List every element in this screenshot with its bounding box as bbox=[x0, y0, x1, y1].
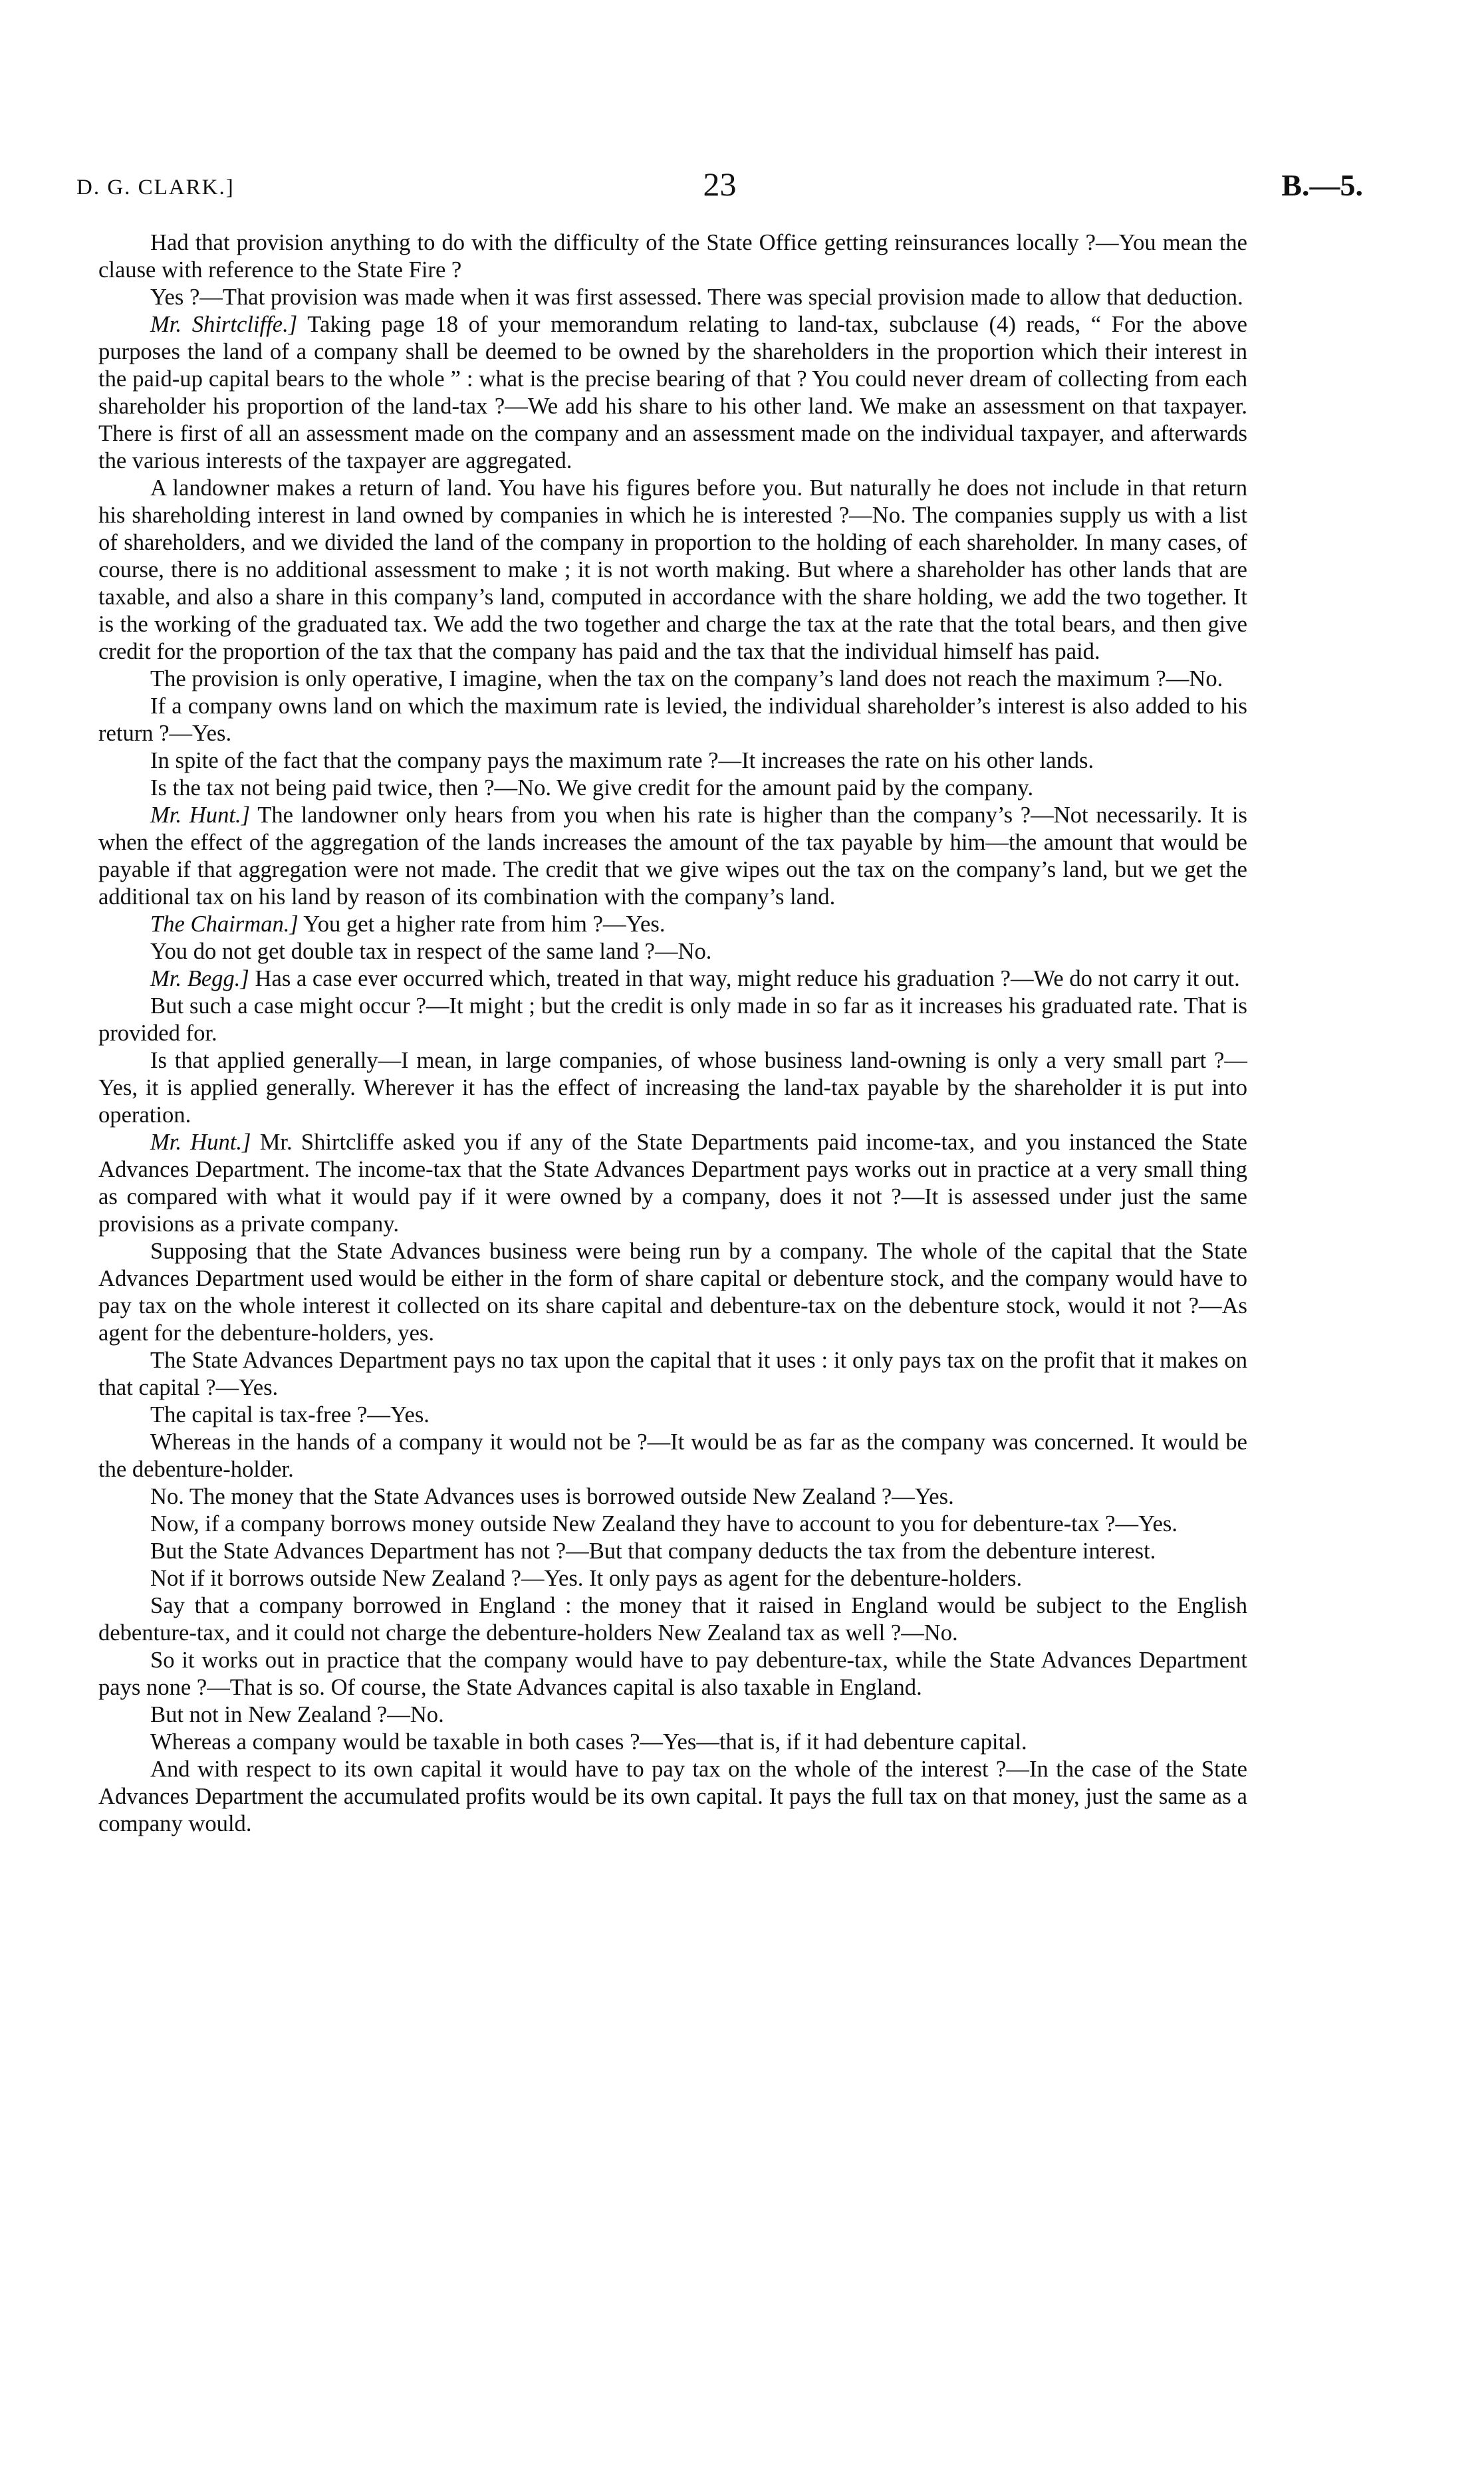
paragraph bbox=[98, 1756, 1247, 1838]
paragraph-text: Now, if a company borrows money outside New Zealand they have to account to you for debenture-tax ?—Yes. bbox=[150, 1511, 1178, 1537]
paragraph-text: The landowner only hears from you when his rate is higher than the company’s ?—Not necessarily. It is when the effect of the aggregation of the lands increases the amount of the tax payable by him—the amount that would be payable if that aggregation were not made. The credit that we give wipes out the tax on the company’s land, but we get the additional tax on his land by reason of its combination with the company’s land. bbox=[98, 802, 1247, 910]
paragraph-text: Has a case ever occurred which, treated in that way, might reduce his graduation ?—We do not carry it out. bbox=[249, 966, 1240, 991]
paragraph bbox=[98, 1592, 1247, 1647]
paragraph bbox=[98, 284, 1247, 311]
paragraph bbox=[98, 747, 1247, 775]
paragraph-text: But the State Advances Department has not ?—But that company deducts the tax from the debenture interest. bbox=[150, 1539, 1156, 1564]
paragraph-text: Taking page 18 of your memorandum relating to land-tax, subclause (4) reads, “ For the above purposes the land of a company shall be deemed to be owned by the shareholders in the proportion which their interest in the paid-up capital bears to the whole ” : what is the precise bearing of that ? You could never dream of collecting from each shareholder his proportion of the land-tax ?—We add his share to his other land. We make an assessment on that taxpayer. There is first of all an assessment made on the company and an assessment made on the individual taxpayer, and afterwards the various interests of the taxpayer are aggregated. bbox=[98, 312, 1247, 473]
paragraph bbox=[98, 775, 1247, 802]
paragraph-text: Supposing that the State Advances business were being run by a company. The whole of the capital that the State Advances Department used would be either in the form of share capital or debenture stock, and the company would have to pay tax on the whole interest it collected on its share capital and debenture-tax on the debenture stock, would it not ?—As agent for the debenture-holders, yes. bbox=[98, 1239, 1247, 1346]
document-reference: B.—5. bbox=[1281, 168, 1363, 202]
speaker-name: The Chairman.] bbox=[150, 912, 299, 937]
paragraph bbox=[98, 938, 1247, 965]
paragraph bbox=[98, 693, 1247, 747]
paragraph-text: The capital is tax-free ?—Yes. bbox=[150, 1402, 430, 1427]
paragraph bbox=[98, 1701, 1247, 1729]
page-header bbox=[76, 165, 1363, 218]
paragraph-text: You get a higher rate from him ?—Yes. bbox=[298, 912, 666, 937]
paragraph-text: And with respect to its own capital it would have to pay tax on the whole of the interest ?—In the case of the State Advances Department the accumulated profits would be its own capital. It pays the full tax on that money, just the same as a company would. bbox=[98, 1757, 1247, 1836]
paragraph bbox=[98, 993, 1247, 1047]
paragraph bbox=[98, 1047, 1247, 1129]
paragraph-text: But not in New Zealand ?—No. bbox=[150, 1702, 444, 1727]
paragraph-text: You do not get double tax in respect of the same land ?—No. bbox=[150, 939, 712, 964]
paragraph bbox=[98, 475, 1247, 666]
paragraph-text: In spite of the fact that the company pays the maximum rate ?—It increases the rate on his other lands. bbox=[150, 748, 1094, 773]
paragraph bbox=[98, 911, 1247, 938]
paragraph bbox=[98, 1483, 1247, 1511]
paragraph bbox=[98, 1429, 1247, 1483]
paragraph-text: Is that applied generally—I mean, in large companies, of whose business land-owning is only a very small part ?—Yes, it is applied generally. Wherever it has the effect of increasing the land-tax payable by the shareholder it is put into operation. bbox=[98, 1048, 1247, 1128]
paragraph bbox=[98, 1729, 1247, 1756]
speaker-name: Mr. Hunt.] bbox=[150, 1130, 251, 1155]
page-number: 23 bbox=[703, 166, 737, 203]
paragraph-text: Whereas in the hands of a company it would not be ?—It would be as far as the company was concerned. It would be the debenture-holder. bbox=[98, 1429, 1247, 1482]
paragraph bbox=[98, 1238, 1247, 1347]
speaker-name: Mr. Hunt.] bbox=[150, 802, 251, 828]
paragraph bbox=[98, 802, 1247, 911]
paragraph-text: Whereas a company would be taxable in both cases ?—Yes—that is, if it had debenture capital. bbox=[150, 1729, 1027, 1755]
paragraph bbox=[98, 229, 1247, 284]
paragraph-text: A landowner makes a return of land. You have his figures before you. But naturally he does not include in that return his shareholding interest in land owned by companies in which he is interested ?—No. The companies supply us with a list of shareholders, and we divided the land of the company in proportion to the holding of each shareholder. In many cases, of course, there is no additional assessment to make ; it is not worth making. But where a shareholder has other lands that are taxable, and also a share in this company’s land, computed in accordance with the share holding, we add the two together. It is the working of the graduated tax. We add the two together and charge the tax at the rate that the total bears, and then give credit for the proportion of the tax that the company has paid and the tax that the individual himself has paid. bbox=[98, 475, 1247, 664]
paragraph-text: But such a case might occur ?—It might ; but the credit is only made in so far as it increases his graduated rate. That is provided for. bbox=[98, 993, 1247, 1046]
paragraph bbox=[98, 311, 1247, 475]
paragraph bbox=[98, 666, 1247, 693]
paragraph-text: The State Advances Department pays no tax upon the capital that it uses : it only pays tax on the profit that it makes on that capital ?—Yes. bbox=[98, 1348, 1247, 1400]
paragraph-text: Is the tax not being paid twice, then ?—No. We give credit for the amount paid by the company. bbox=[150, 775, 1034, 801]
speaker-name: Mr. Shirtcliffe.] bbox=[150, 312, 298, 337]
paragraph bbox=[98, 1565, 1247, 1592]
paragraph bbox=[98, 1129, 1247, 1238]
paragraph-text: If a company owns land on which the maximum rate is levied, the individual shareholder’s interest is also added to his return ?—Yes. bbox=[98, 693, 1247, 746]
paragraph bbox=[98, 1511, 1247, 1538]
paragraph-text: So it works out in practice that the company would have to pay debenture-tax, while the State Advances Department pays none ?—That is so. Of course, the State Advances capital is also taxable in England. bbox=[98, 1648, 1247, 1700]
header-author: D. G. CLARK.] bbox=[76, 176, 235, 199]
paragraph bbox=[98, 1538, 1247, 1565]
paragraph-text: Say that a company borrowed in England : the money that it raised in England would be subject to the English debenture-tax, and it could not charge the debenture-holders New Zealand tax as well ?—No. bbox=[98, 1593, 1247, 1646]
document-body bbox=[98, 229, 1247, 1838]
paragraph bbox=[98, 1347, 1247, 1402]
paragraph-text: Not if it borrows outside New Zealand ?—Yes. It only pays as agent for the debenture-holders. bbox=[150, 1566, 1023, 1591]
paragraph-text: Mr. Shirtcliffe asked you if any of the State Departments paid income-tax, and you instanced the State Advances Department. The income-tax that the State Advances Department pays works out in practice at a very small thing as compared with what it would pay if it were owned by a company, does it not ?—It is assessed under just the same provisions as a private company. bbox=[98, 1130, 1247, 1237]
paragraph-text: Yes ?—That provision was made when it was first assessed. There was special provision made to allow that deduction. bbox=[150, 285, 1243, 310]
paragraph bbox=[98, 1647, 1247, 1701]
paragraph bbox=[98, 965, 1247, 993]
paragraph-text: No. The money that the State Advances uses is borrowed outside New Zealand ?—Yes. bbox=[150, 1484, 954, 1509]
paragraph bbox=[98, 1402, 1247, 1429]
paragraph-text: The provision is only operative, I imagine, when the tax on the company’s land does not reach the maximum ?—No. bbox=[150, 666, 1223, 691]
paragraph-text: Had that provision anything to do with the difficulty of the State Office getting reinsurances locally ?—You mean the clause with reference to the State Fire ? bbox=[98, 230, 1247, 283]
speaker-name: Mr. Begg.] bbox=[150, 966, 249, 991]
